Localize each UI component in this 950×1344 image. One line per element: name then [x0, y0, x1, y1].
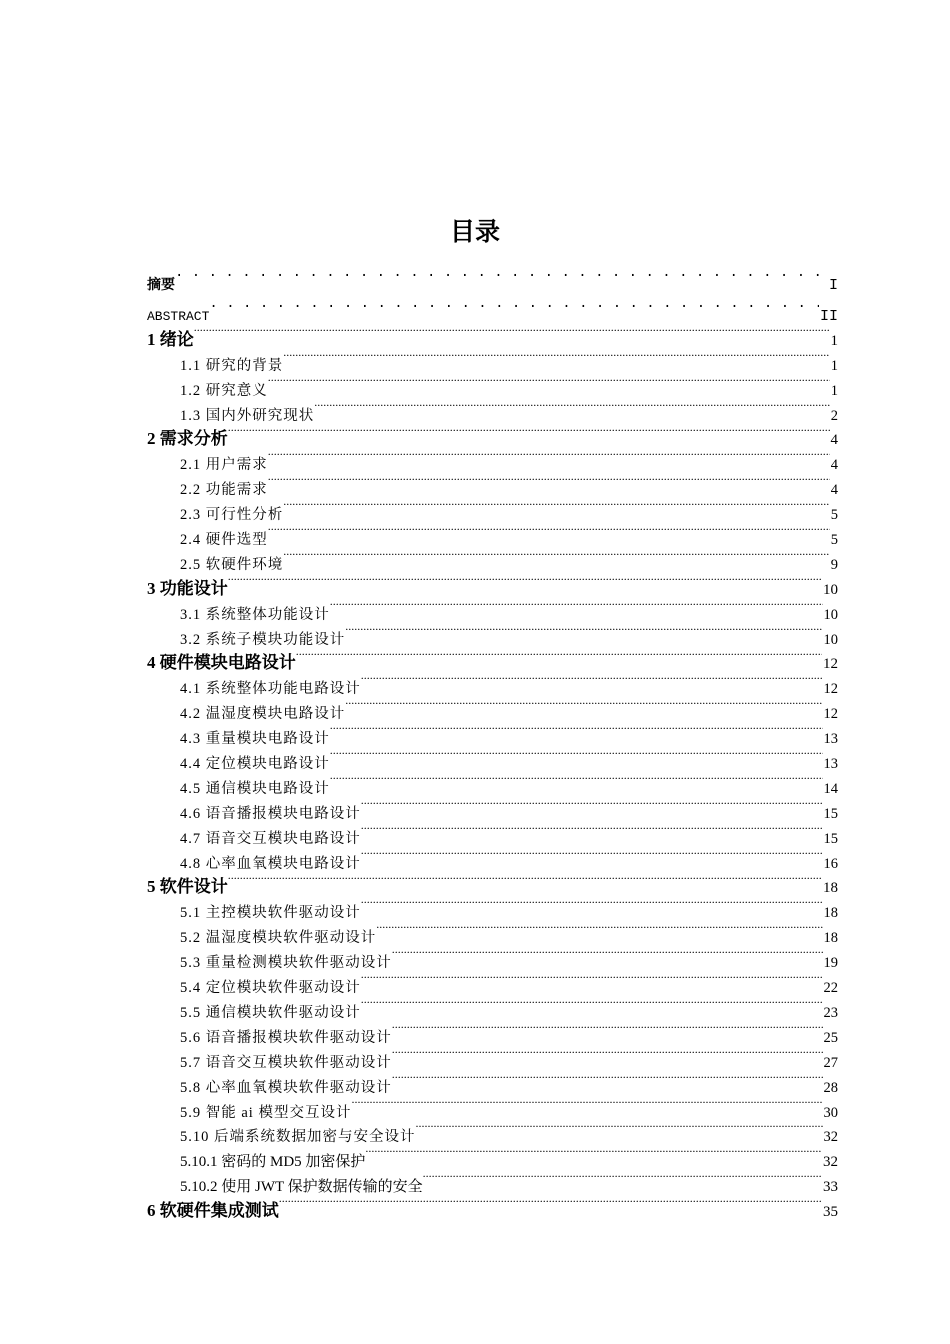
- toc-entry-label: 5.9 智能 ai 模型交互设计: [180, 1104, 352, 1121]
- toc-page-number: 25: [823, 1029, 838, 1046]
- toc-entry-label: 5 软件设计: [147, 877, 228, 897]
- toc-entry-label: 2.3 可行性分析: [180, 507, 284, 524]
- toc-entry-label: 5.4 定位模块软件驱动设计: [180, 980, 361, 997]
- toc-entry-label: 1.2 研究意义: [180, 382, 268, 399]
- toc-dot-leader: [194, 320, 830, 345]
- toc-entry[interactable]: [147, 892, 838, 922]
- toc-page-number: 15: [823, 805, 838, 822]
- toc-entry-label: 4.4 定位模块电路设计: [180, 756, 330, 773]
- toc-entry-label: 4.7 语音交互模块电路设计: [180, 830, 361, 847]
- toc-entry-label: 2.2 功能需求: [180, 482, 268, 499]
- toc-page-number: 19: [823, 955, 838, 972]
- toc-entry[interactable]: [147, 444, 838, 474]
- toc-page-number: 1: [830, 332, 838, 349]
- toc-page-number: 18: [823, 880, 838, 897]
- toc-entry-label: 2 需求分析: [147, 429, 228, 449]
- toc-entry[interactable]: [147, 868, 838, 897]
- toc-dot-leader: [283, 494, 830, 519]
- toc-entry-label: 4.5 通信模块电路设计: [180, 780, 330, 797]
- toc-page-number: 13: [823, 731, 838, 748]
- toc-dot-leader: [228, 569, 822, 594]
- toc-page-number: 9: [830, 556, 838, 573]
- toc-page-number: 32: [823, 1129, 838, 1146]
- toc-entry-label: 4.2 温湿度模块电路设计: [180, 706, 346, 723]
- toc-entry[interactable]: [147, 289, 838, 325]
- toc-dot-leader: [345, 619, 822, 644]
- toc-dot-leader: [392, 942, 823, 967]
- toc-page-number: 12: [823, 656, 838, 673]
- toc-dot-leader: [361, 793, 823, 818]
- toc-dot-leader: [351, 1092, 822, 1117]
- toc-page-number: 2: [830, 407, 838, 424]
- toc-entry-label: 2.1 用户需求: [180, 457, 268, 474]
- toc-dot-leader: [345, 693, 822, 718]
- toc-entry[interactable]: [147, 320, 838, 349]
- toc-dot-leader: [376, 917, 822, 942]
- toc-page-number: 28: [823, 1079, 838, 1096]
- toc-page-number: 18: [823, 930, 838, 947]
- toc-entry-label: 5.10 后端系统数据加密与安全设计: [180, 1129, 416, 1146]
- toc-dot-leader: [279, 1191, 822, 1216]
- toc-dot-leader: [392, 1067, 823, 1092]
- toc-dot-leader: [283, 345, 830, 370]
- toc-entry-label: ABSTRACT: [147, 309, 210, 324]
- toc-page-number: 10: [823, 631, 838, 648]
- toc-entry-label: 5.10.1 密码的 MD5 加密保护: [180, 1154, 366, 1171]
- toc-page-number: 4: [830, 482, 838, 499]
- toc-dot-leader: [209, 289, 819, 320]
- toc-entry-label: 5.2 温湿度模块软件驱动设计: [180, 930, 377, 947]
- toc-entry-label: 4.3 重量模块电路设计: [180, 731, 330, 748]
- toc-dot-leader: [314, 395, 830, 420]
- toc-entry-label: 1.3 国内外研究现状: [180, 407, 315, 424]
- toc-page-number: 33: [823, 1179, 838, 1196]
- toc-dot-leader: [330, 768, 823, 793]
- toc-page-number: 5: [830, 532, 838, 549]
- toc-entry-label: 4.1 系统整体功能电路设计: [180, 681, 361, 698]
- toc-dot-leader: [361, 967, 823, 992]
- toc-dot-leader: [365, 1141, 822, 1166]
- toc-page-number: 15: [823, 830, 838, 847]
- toc-entry-label: 4.8 心率血氧模块电路设计: [180, 855, 361, 872]
- table-of-contents: [147, 258, 838, 1221]
- toc-entry-label: 2.4 硬件选型: [180, 532, 268, 549]
- toc-dot-leader: [283, 544, 830, 569]
- toc-page-number: 14: [823, 780, 838, 797]
- toc-page-number: 5: [830, 507, 838, 524]
- toc-dot-leader: [228, 868, 822, 893]
- toc-entry-label: 4 硬件模块电路设计: [147, 653, 296, 673]
- toc-dot-leader: [416, 1117, 823, 1142]
- toc-entry-label: 5.5 通信模块软件驱动设计: [180, 1004, 361, 1021]
- toc-page-number: 12: [823, 681, 838, 698]
- toc-page-number: 13: [823, 756, 838, 773]
- toc-dot-leader: [361, 992, 823, 1017]
- toc-entry-label: 5.6 语音播报模块软件驱动设计: [180, 1029, 392, 1046]
- toc-page-number: 1: [830, 357, 838, 374]
- toc-page-number: 35: [823, 1204, 838, 1221]
- toc-page-number: 27: [823, 1054, 838, 1071]
- toc-entry[interactable]: [147, 345, 838, 374]
- toc-entry-label: 6 软硬件集成测试: [147, 1201, 279, 1221]
- toc-entry-label: 3.2 系统子模块功能设计: [180, 631, 346, 648]
- toc-dot-leader: [392, 1042, 823, 1067]
- toc-dot-leader: [392, 1017, 823, 1042]
- toc-dot-leader: [228, 420, 830, 445]
- toc-dot-leader: [361, 892, 823, 917]
- toc-dot-leader: [361, 843, 823, 868]
- toc-entry-label: 5.1 主控模块软件驱动设计: [180, 905, 361, 922]
- toc-page-number: 10: [823, 606, 838, 623]
- toc-dot-leader: [268, 519, 830, 544]
- toc-dot-leader: [296, 644, 822, 669]
- toc-dot-leader: [330, 718, 823, 743]
- toc-page-number: 12: [823, 706, 838, 723]
- toc-title: 目录: [449, 217, 500, 246]
- toc-entry-label: 2.5 软硬件环境: [180, 556, 284, 573]
- toc-dot-leader: [268, 370, 830, 395]
- toc-entry-label: 5.10.2 使用 JWT 保护数据传输的安全: [180, 1179, 423, 1196]
- toc-entry-label: 1 绪论: [147, 329, 194, 349]
- toc-entry[interactable]: [147, 594, 838, 623]
- toc-page-number: 4: [830, 457, 838, 474]
- toc-dot-leader: [330, 594, 823, 619]
- toc-page-number: 22: [823, 980, 838, 997]
- toc-page-number: 30: [823, 1104, 838, 1121]
- toc-dot-leader: [268, 469, 830, 494]
- toc-entry-label: 5.3 重量检测模块软件驱动设计: [180, 955, 392, 972]
- toc-entry[interactable]: [147, 569, 838, 598]
- toc-entry-label: 摘要: [147, 278, 175, 294]
- toc-dot-leader: [361, 668, 823, 693]
- toc-page-number: 4: [830, 432, 838, 449]
- toc-page-number: 10: [823, 581, 838, 598]
- toc-page-number: 18: [823, 905, 838, 922]
- toc-page-number: 23: [823, 1004, 838, 1021]
- toc-page-number: 16: [823, 855, 838, 872]
- toc-entry-label: 5.8 心率血氧模块软件驱动设计: [180, 1079, 392, 1096]
- toc-entry-label: 3 功能设计: [147, 578, 228, 598]
- toc-dot-leader: [361, 818, 823, 843]
- toc-page-number: II: [819, 308, 838, 325]
- toc-dot-leader: [175, 258, 828, 289]
- toc-entry-label: 5.7 语音交互模块软件驱动设计: [180, 1054, 392, 1071]
- toc-dot-leader: [268, 444, 830, 469]
- toc-page-number: 1: [830, 382, 838, 399]
- toc-page-number: 32: [823, 1154, 838, 1171]
- toc-entry-label: 3.1 系统整体功能设计: [180, 606, 330, 623]
- toc-entry[interactable]: [147, 258, 838, 294]
- toc-page-number: I: [828, 277, 838, 294]
- toc-entry-label: 1.1 研究的背景: [180, 357, 284, 374]
- toc-dot-leader: [330, 743, 823, 768]
- toc-entry[interactable]: [147, 420, 838, 449]
- toc-entry-label: 4.6 语音播报模块电路设计: [180, 805, 361, 822]
- toc-dot-leader: [423, 1166, 822, 1191]
